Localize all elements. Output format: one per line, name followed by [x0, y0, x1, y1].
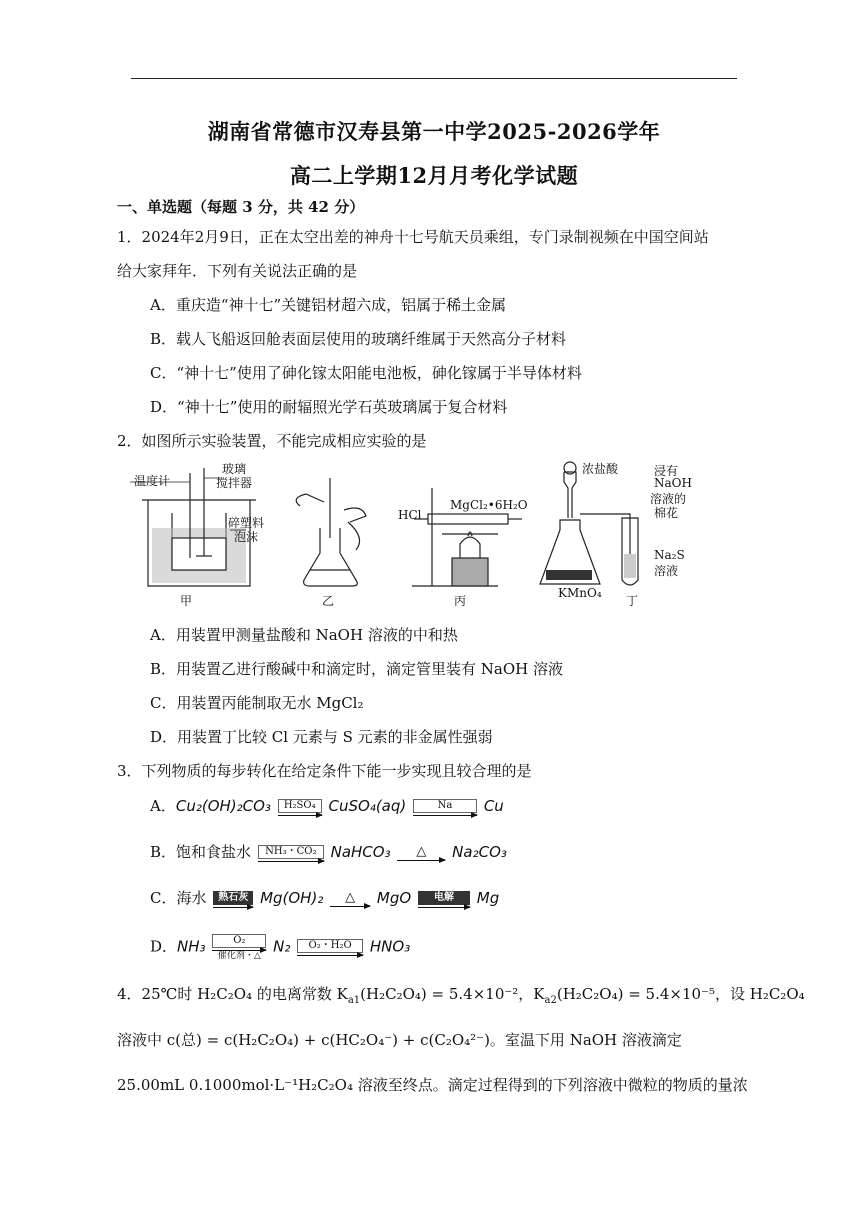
q2-stem: 2．如图所示实验装置，不能完成相应实验的是	[117, 432, 427, 450]
q3-option-a	[150, 796, 504, 816]
label-na2s-1: Na₂S	[654, 548, 685, 562]
arrow-condition: NH₃・CO₂	[258, 845, 324, 859]
q3-c-s2: Mg(OH)₂	[260, 889, 324, 907]
q1-option-b: B．载人飞船返回舱表面层使用的玻璃纤维属于天然高分子材料	[150, 330, 567, 348]
q3-d-s3: HNO₃	[369, 937, 411, 956]
ka2-subscript: a2	[544, 995, 557, 1006]
q3-c-s4: Mg	[476, 889, 500, 907]
title-line-2: 高二上学期12月月考化学试题	[289, 163, 579, 188]
reaction-arrow	[213, 891, 253, 908]
q3-option-d	[150, 934, 410, 961]
label-foam-2: 泡沫	[234, 530, 259, 544]
label-hcl: HCl	[398, 508, 422, 522]
q3-d-s1: NH₃	[177, 937, 206, 956]
header-rule	[131, 78, 737, 79]
arrow-condition: △	[416, 844, 427, 859]
caption-ding: 丁	[626, 594, 639, 608]
reaction-arrow	[278, 799, 322, 816]
section-heading: 一、单选题（每题 3 分，共 42 分）	[117, 198, 365, 216]
label-conc-hcl: 浓盐酸	[582, 462, 619, 476]
q4-line-3: 25.00mL 0.1000mol·L⁻¹H₂C₂O₄ 溶液至终点。滴定过程得到的下列溶液中微粒的物质的量浓	[117, 1076, 748, 1094]
caption-jia: 甲	[180, 594, 193, 608]
label-thermometer: 温度计	[134, 474, 171, 488]
q1-stem-line-1: 1．2024年2月9日，正在太空出差的神舟十七号航天员乘组，专门录制视频在中国空间站	[117, 228, 709, 246]
q4-line-1-b: (H₂C₂O₄) = 5.4×10⁻²，K	[360, 985, 545, 1003]
q4-line-1-c: (H₂C₂O₄) = 5.4×10⁻⁵，设 H₂C₂O₄	[556, 985, 805, 1003]
arrow-condition-below: 催化剂・△	[217, 951, 261, 961]
label-stirrer-2: 搅拌器	[216, 476, 253, 490]
apparatus-yi	[296, 478, 366, 586]
q3-b-s3: Na₂CO₃	[452, 843, 507, 861]
q4-line-2: 溶液中 c(总) = c(H₂C₂O₄) + c(HC₂O₄⁻) + c(C₂O₄²⁻)。室温下用 NaOH 溶液滴定	[117, 1031, 682, 1049]
label-foam-1: 碎塑料	[228, 516, 265, 530]
reaction-arrow	[297, 939, 363, 956]
label-cotton-1: 浸有	[654, 464, 679, 478]
q3-a-label: A．	[150, 797, 176, 815]
reaction-arrow	[413, 799, 477, 816]
arrow-condition: 熟石灰	[213, 891, 253, 905]
arrow-condition: Na	[413, 799, 477, 813]
q3-b-label: B．	[150, 843, 177, 861]
ka1-subscript: a1	[347, 995, 361, 1006]
q3-a-s2: CuSO₄(aq)	[328, 797, 407, 815]
q3-c-s3: MgO	[376, 889, 412, 907]
caption-bing: 丙	[454, 594, 467, 608]
label-na2s-2: 溶液	[654, 564, 679, 578]
arrow-condition: O₂・H₂O	[297, 939, 363, 953]
label-mgcl2: MgCl₂•6H₂O	[450, 498, 528, 512]
label-cotton-2: NaOH	[654, 476, 692, 490]
q2-option-c: C．用装置丙能制取无水 MgCl₂	[150, 694, 364, 712]
q3-a-s1: Cu₂(OH)₂CO₃	[175, 797, 271, 815]
q1-option-c: C．“神十七”使用了砷化镓太阳能电池板，砷化镓属于半导体材料	[150, 364, 582, 382]
q1-option-d: D．“神十七”使用的耐辐照光学石英玻璃属于复合材料	[150, 398, 508, 416]
q3-a-s3: Cu	[483, 797, 504, 815]
caption-yi: 乙	[322, 594, 335, 608]
q4-line-1	[117, 984, 805, 1011]
label-stirrer-1: 玻璃	[222, 462, 247, 476]
q3-c-s1: 海水	[176, 889, 207, 907]
reaction-arrow	[418, 891, 470, 908]
apparatus-ding	[540, 462, 638, 585]
q3-b-s1: 饱和食盐水	[176, 843, 252, 861]
q1-option-a: A．重庆造“神十七”关键铝材超六成，铝属于稀土金属	[150, 296, 507, 314]
arrow-condition: H₂SO₄	[278, 799, 322, 813]
label-cotton-4: 棉花	[654, 506, 679, 520]
q2-option-b: B．用装置乙进行酸碱中和滴定时，滴定管里装有 NaOH 溶液	[150, 660, 564, 678]
arrow-condition: 电解	[418, 891, 470, 905]
label-kmno4: KMnO₄	[558, 586, 602, 600]
q3-b-s2: NaHCO₃	[330, 843, 391, 861]
q3-stem: 3．下列物质的每步转化在给定条件下能一步实现且较合理的是	[117, 762, 532, 780]
q3-option-b	[150, 842, 507, 862]
q2-option-d: D．用装置丁比较 Cl 元素与 S 元素的非金属性强弱	[150, 728, 493, 746]
q3-option-c	[150, 888, 499, 908]
q2-option-a: A．用装置甲测量盐酸和 NaOH 溶液的中和热	[150, 626, 458, 644]
q3-d-s2: N₂	[273, 937, 291, 956]
reaction-arrow	[330, 891, 370, 907]
reaction-arrow	[258, 845, 324, 862]
label-cotton-3: 溶液的	[650, 492, 687, 506]
reaction-arrow	[212, 934, 266, 961]
title-line-1: 湖南省常德市汉寿县第一中学2025-2026学年	[207, 119, 661, 144]
q3-c-label: C．	[150, 889, 177, 907]
q1-stem-line-2: 给大家拜年．下列有关说法正确的是	[117, 262, 358, 280]
reaction-arrow	[397, 845, 445, 861]
arrow-condition: △	[345, 890, 356, 905]
q3-d-label: D．	[150, 937, 178, 956]
q4-line-1-a: 4．25℃时 H₂C₂O₄ 的电离常数 K	[117, 985, 348, 1003]
arrow-condition: O₂	[212, 934, 266, 948]
apparatus-figure	[130, 458, 730, 606]
